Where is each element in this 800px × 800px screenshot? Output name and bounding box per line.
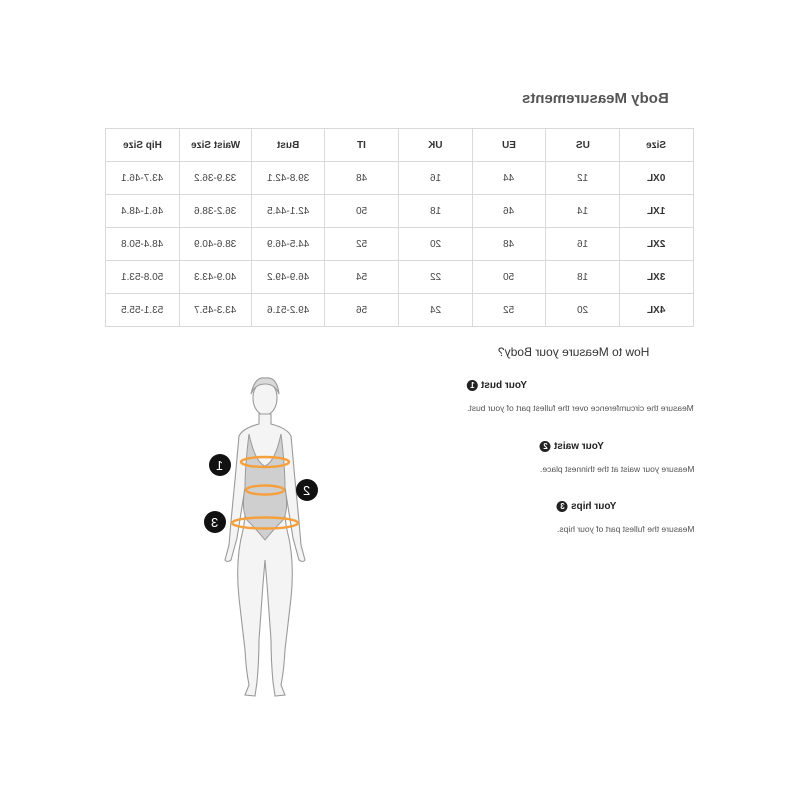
step-description: Measure the circumference over the fullest part of your bust. [467,403,694,413]
step-description: Measure the fullest part of your hips. [556,524,694,534]
body-silhouette-icon [195,370,335,705]
waist-marker: 2 [296,479,318,501]
bust-marker: 1 [209,454,231,476]
table-cell: 44.5-46.9 [252,228,325,261]
table-cell: 39.8-42.1 [252,162,325,195]
table-cell: 50.8-53.1 [106,261,180,294]
step-bust [467,380,694,413]
step-number-badge: 3 [557,501,568,512]
table-cell: 33.9-36.2 [180,162,252,195]
table-cell: 50 [473,261,546,294]
header-bust: Bust [252,129,325,162]
table-cell: 43.3-45.7 [180,294,252,327]
table-cell: 14 [546,195,620,228]
table-row [106,228,694,261]
table-row [106,195,694,228]
size-label-cell: 1XL [620,195,694,228]
table-cell: 46 [473,195,546,228]
table-row [106,294,694,327]
table-cell: 38.6-40.9 [180,228,252,261]
table-cell: 48 [473,228,546,261]
header-eu: EU [473,129,546,162]
table-row [106,162,694,195]
size-chart-table [105,128,694,327]
size-label-cell: 4XL [620,294,694,327]
table-cell: 53.1-55.5 [106,294,180,327]
size-label-cell: 0XL [620,162,694,195]
header-size: Size [620,129,694,162]
table-cell: 44 [473,162,546,195]
header-hip-size: Hip Size [106,129,180,162]
table-cell: 18 [399,195,473,228]
table-cell: 43.7-46.1 [106,162,180,195]
header-it: IT [325,129,399,162]
table-cell: 50 [325,195,399,228]
step-title: Your hips [570,501,616,512]
table-cell: 54 [325,261,399,294]
body-figure [195,370,335,705]
table-cell: 36.2-38.6 [180,195,252,228]
table-cell: 56 [325,294,399,327]
step-number-badge: 2 [540,441,551,452]
step-number-badge: 1 [467,380,478,391]
table-cell: 16 [399,162,473,195]
table-cell: 42.1-44.5 [252,195,325,228]
table-cell: 22 [399,261,473,294]
table-cell: 20 [399,228,473,261]
step-waist [540,441,695,474]
table-cell: 40.9-43.3 [180,261,252,294]
table-cell: 48 [325,162,399,195]
table-cell: 20 [546,294,620,327]
table-cell: 52 [325,228,399,261]
step-hips [557,501,695,534]
table-cell: 18 [546,261,620,294]
table-cell: 46.9-49.2 [252,261,325,294]
size-label-cell: 3XL [620,261,694,294]
table-cell: 16 [546,228,620,261]
hips-marker: 3 [204,511,226,533]
table-cell: 52 [473,294,546,327]
table-cell: 12 [546,162,620,195]
table-cell: 48.4-50.8 [106,228,180,261]
table-cell: 24 [399,294,473,327]
table-cell: 49.2-51.6 [252,294,325,327]
header-waist-size: Waist Size [180,129,252,162]
step-title: Your bust [481,380,528,391]
page-title: Body Measurements [522,90,669,107]
table-cell: 46.1-48.4 [106,195,180,228]
table-header-row [106,129,694,162]
size-label-cell: 2XL [620,228,694,261]
step-title: Your waist [553,441,604,452]
step-description: Measure your waist at the thinnest place. [539,464,694,474]
header-uk: UK [399,129,473,162]
how-to-measure-title: How to Measure your Body? [498,345,650,359]
header-us: US [546,129,620,162]
table-row [106,261,694,294]
